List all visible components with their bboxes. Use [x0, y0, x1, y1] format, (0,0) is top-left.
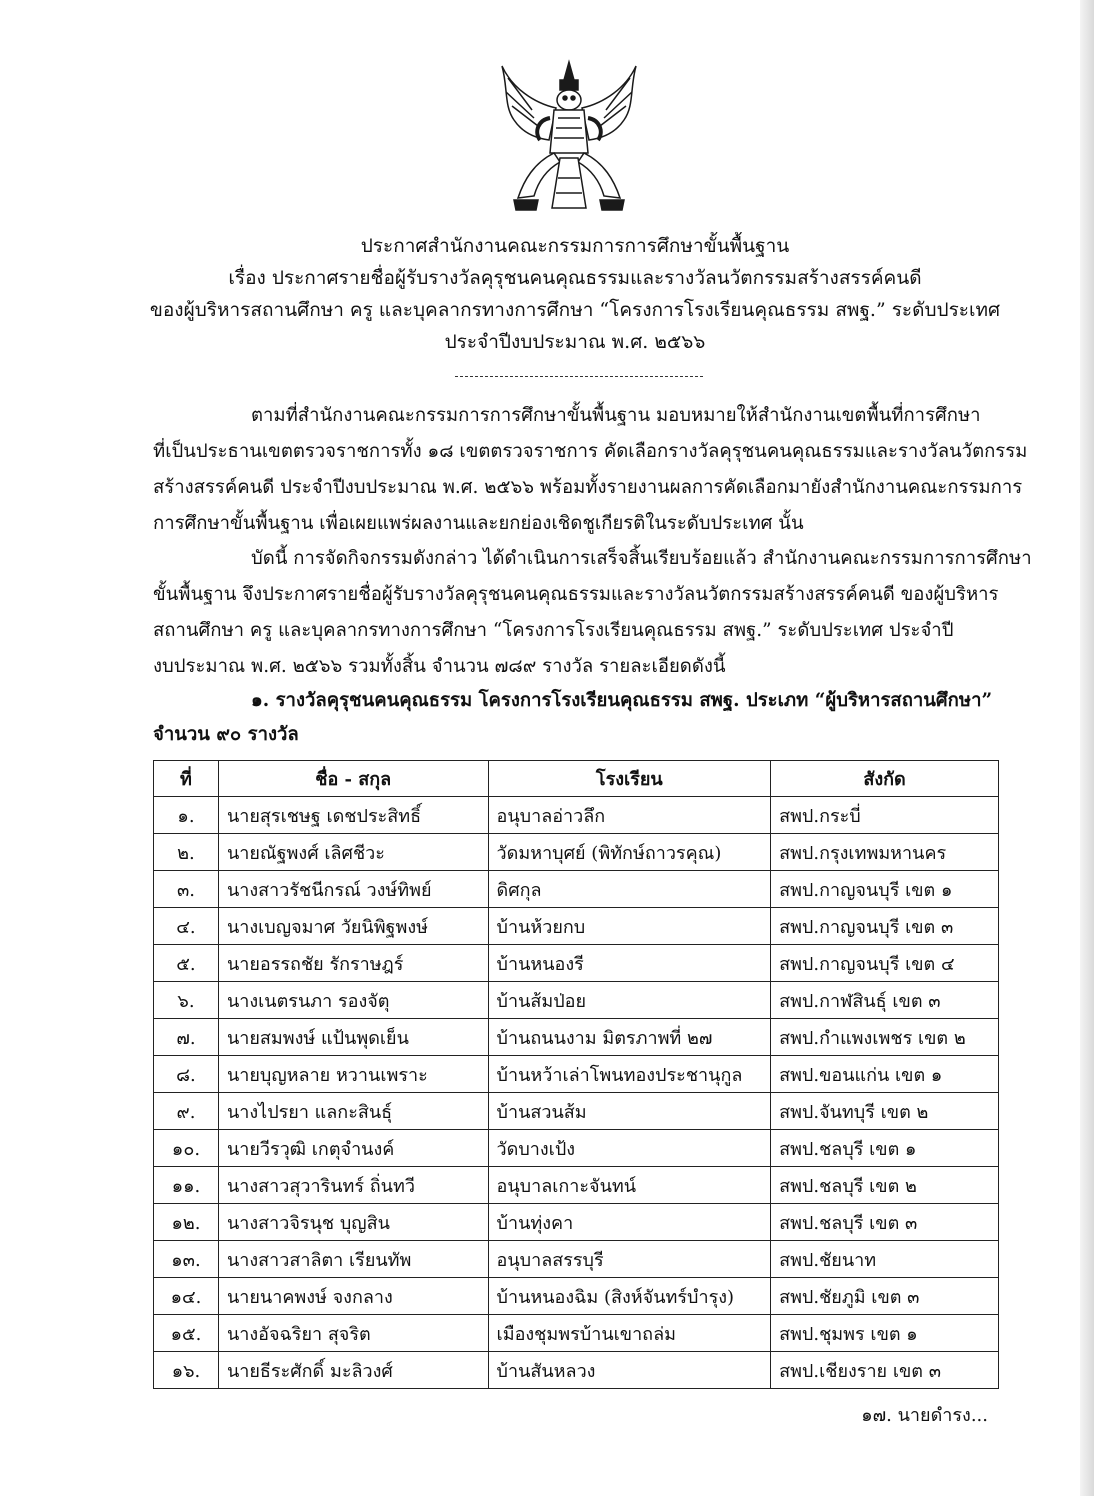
table-row [154, 871, 999, 908]
school-name: บ้านสันหลวง [488, 1352, 771, 1389]
school-name: เมืองชุมพรบ้านเขาถล่ม [488, 1315, 771, 1352]
table-row [154, 1315, 999, 1352]
awardee-name: นายณัฐพงศ์ เลิศชีวะ [218, 834, 488, 871]
school-name: บ้านหนองรี [488, 945, 771, 982]
affiliation: สพป.ชลบุรี เขต ๓ [771, 1204, 999, 1241]
paragraph-1-line-2: ที่เป็นประธานเขตตรวจราชการทั้ง ๑๘ เขตตรวจราชการ คัดเลือกรางวัลคุรุชนคนคุณธรรมและรางวัลนวัตกรรม [153, 441, 1028, 462]
row-number: ๑๑. [154, 1167, 219, 1204]
row-number: ๓. [154, 871, 219, 908]
school-name: บ้านหว้าเล่าโพนทองประชานุกูล [488, 1056, 771, 1093]
awardee-name: นางสาวรัชนีกรณ์ วงษ์ทิพย์ [218, 871, 488, 908]
garuda-emblem-icon [494, 58, 644, 218]
affiliation: สพป.กาญจนบุรี เขต ๓ [771, 908, 999, 945]
page-edge [1080, 0, 1094, 1496]
row-number: ๑๔. [154, 1278, 219, 1315]
awardee-name: นายบุญหลาย หวานเพราะ [218, 1056, 488, 1093]
school-name: บ้านส้มป่อย [488, 982, 771, 1019]
affiliation: สพป.กรุงเทพมหานคร [771, 834, 999, 871]
heading-line-4: ประจำปีงบประมาณ พ.ศ. ๒๕๖๖ [444, 331, 706, 353]
table-row [154, 1278, 999, 1315]
table-row [154, 1352, 999, 1389]
table-row [154, 1204, 999, 1241]
table-row [154, 1093, 999, 1130]
row-number: ๙. [154, 1093, 219, 1130]
row-number: ๑๐. [154, 1130, 219, 1167]
affiliation: สพป.ชัยนาท [771, 1241, 999, 1278]
awardee-table [153, 760, 999, 1389]
school-name: อนุบาลเกาะจันทน์ [488, 1167, 771, 1204]
row-number: ๑๒. [154, 1204, 219, 1241]
table-row [154, 945, 999, 982]
awardee-name: นางเบญจมาศ วัยนิพิฐพงษ์ [218, 908, 488, 945]
heading-line-2: เรื่อง ประกาศรายชื่อผู้รับรางวัลคุรุชนคนคุณธรรมและรางวัลนวัตกรรมสร้างสรรค์คนดี [228, 267, 922, 289]
row-number: ๗. [154, 1019, 219, 1056]
row-number: ๒. [154, 834, 219, 871]
table-header-row [154, 761, 999, 797]
awardee-name: นางสาวจิรนุช บุญสิน [218, 1204, 488, 1241]
row-number: ๑๖. [154, 1352, 219, 1389]
affiliation: สพป.กาฬสินธุ์ เขต ๓ [771, 982, 999, 1019]
affiliation: สพป.เชียงราย เขต ๓ [771, 1352, 999, 1389]
affiliation: สพป.ชัยภูมิ เขต ๓ [771, 1278, 999, 1315]
row-number: ๕. [154, 945, 219, 982]
affiliation: สพป.ชุมพร เขต ๑ [771, 1315, 999, 1352]
paragraph-1 [153, 398, 1028, 542]
awardee-name: นางไปรยา แลกะสินธุ์ [218, 1093, 488, 1130]
awardee-name: นางสาวสาลิตา เรียนทัพ [218, 1241, 488, 1278]
affiliation: สพป.กาญจนบุรี เขต ๔ [771, 945, 999, 982]
awardee-name: นางอัจฉริยา สุจริต [218, 1315, 488, 1352]
awardee-name: นางสาวสุวารินทร์ ถิ่นทวี [218, 1167, 488, 1204]
paragraph-2-line-3: สถานศึกษา ครู และบุคลากรทางการศึกษา “โครงการโรงเรียนคุณธรรม สพฐ.” ระดับประเทศ ประจำปี [153, 620, 954, 641]
school-name: บ้านห้วยกบ [488, 908, 771, 945]
section-1-line-1: ๑. รางวัลคุรุชนคนคุณธรรม โครงการโรงเรียนคุณธรรม สพฐ. ประเภท “ผู้บริหารสถานศึกษา” [251, 690, 993, 711]
table-row [154, 908, 999, 945]
table-row [154, 1056, 999, 1093]
awardee-name: นายอรรถชัย รักราษฎร์ [218, 945, 488, 982]
affiliation: สพป.กาญจนบุรี เขต ๑ [771, 871, 999, 908]
school-name: วัดมหาบุศย์ (พิทักษ์ถาวรคุณ) [488, 834, 771, 871]
table-row [154, 1019, 999, 1056]
school-name: บ้านหนองฉิม (สิงห์จันทร์บำรุง) [488, 1278, 771, 1315]
paragraph-1-line-3: สร้างสรรค์คนดี ประจำปีงบประมาณ พ.ศ. ๒๕๖๖ พร้อมทั้งรายงานผลการคัดเลือกมายังสำนักงานคณะกรรมการ [153, 477, 1023, 498]
school-name: บ้านถนนงาม มิตรภาพที่ ๒๗ [488, 1019, 771, 1056]
continuation-note: ๑๗. นายดำรง... [861, 1405, 988, 1426]
table-row [154, 797, 999, 834]
paragraph-2 [153, 541, 1032, 685]
header-name: ชื่อ - สกุล [218, 761, 488, 797]
affiliation: สพป.ชลบุรี เขต ๒ [771, 1167, 999, 1204]
school-name: อนุบาลอ่าวลึก [488, 797, 771, 834]
table-row [154, 1241, 999, 1278]
paragraph-2-line-1: บัดนี้ การจัดกิจกรรมดังกล่าว ได้ดำเนินการเสร็จสิ้นเรียบร้อยแล้ว สำนักงานคณะกรรมการการศึกษา [251, 548, 1032, 569]
header-no: ที่ [154, 761, 219, 797]
affiliation: สพป.กำแพงเพชร เขต ๒ [771, 1019, 999, 1056]
row-number: ๑๓. [154, 1241, 219, 1278]
paragraph-2-line-2: ขั้นพื้นฐาน จึงประกาศรายชื่อผู้รับรางวัลคุรุชนคนคุณธรรมและรางวัลนวัตกรรมสร้างสรรค์คนดี ของผู้บริหาร [153, 584, 999, 605]
heading-divider [455, 376, 703, 377]
section-1-line-2: จำนวน ๙๐ รางวัล [153, 724, 299, 745]
paragraph-1-line-1: ตามที่สำนักงานคณะกรรมการการศึกษาขั้นพื้นฐาน มอบหมายให้สำนักงานเขตพื้นที่การศึกษา [251, 405, 981, 426]
row-number: ๑. [154, 797, 219, 834]
paragraph-2-line-4: งบประมาณ พ.ศ. ๒๕๖๖ รวมทั้งสิ้น จำนวน ๗๘๙ รางวัล รายละเอียดดังนี้ [153, 656, 726, 677]
awardee-name: นายวีรวุฒิ เกตุจำนงค์ [218, 1130, 488, 1167]
table-row [154, 1130, 999, 1167]
school-name: อนุบาลสรรบุรี [488, 1241, 771, 1278]
school-name: วัดบางเป้ง [488, 1130, 771, 1167]
awardee-name: นายนาคพงษ์ จงกลาง [218, 1278, 488, 1315]
school-name: บ้านสวนส้ม [488, 1093, 771, 1130]
heading-line-1: ประกาศสำนักงานคณะกรรมการการศึกษาขั้นพื้นฐาน [360, 235, 790, 257]
row-number: ๔. [154, 908, 219, 945]
school-name: บ้านทุ่งคา [488, 1204, 771, 1241]
table-row [154, 834, 999, 871]
awardee-name: นายสมพงษ์ แป้นพุดเย็น [218, 1019, 488, 1056]
row-number: ๘. [154, 1056, 219, 1093]
awardee-name: นางเนตรนภา รองจัตุ [218, 982, 488, 1019]
announcement-heading [0, 230, 1094, 358]
table-row [154, 982, 999, 1019]
school-name: ดิศกุล [488, 871, 771, 908]
awardee-name: นายสุรเชษฐ เดชประสิทธิ์ [218, 797, 488, 834]
affiliation: สพป.จันทบุรี เขต ๒ [771, 1093, 999, 1130]
awardee-name: นายธีระศักดิ์ มะลิวงศ์ [218, 1352, 488, 1389]
row-number: ๖. [154, 982, 219, 1019]
table-row [154, 1167, 999, 1204]
affiliation: สพป.ชลบุรี เขต ๑ [771, 1130, 999, 1167]
header-school: โรงเรียน [488, 761, 771, 797]
heading-line-3: ของผู้บริหารสถานศึกษา ครู และบุคลากรทางการศึกษา “โครงการโรงเรียนคุณธรรม สพฐ.” ระดับประเทศ [149, 299, 1001, 321]
row-number: ๑๕. [154, 1315, 219, 1352]
section-1-title [153, 684, 999, 752]
paragraph-1-line-4: การศึกษาขั้นพื้นฐาน เพื่อเผยแพร่ผลงานและยกย่องเชิดชูเกียรติในระดับประเทศ นั้น [153, 513, 804, 534]
affiliation: สพป.กระบี่ [771, 797, 999, 834]
affiliation: สพป.ขอนแก่น เขต ๑ [771, 1056, 999, 1093]
header-affiliation: สังกัด [771, 761, 999, 797]
